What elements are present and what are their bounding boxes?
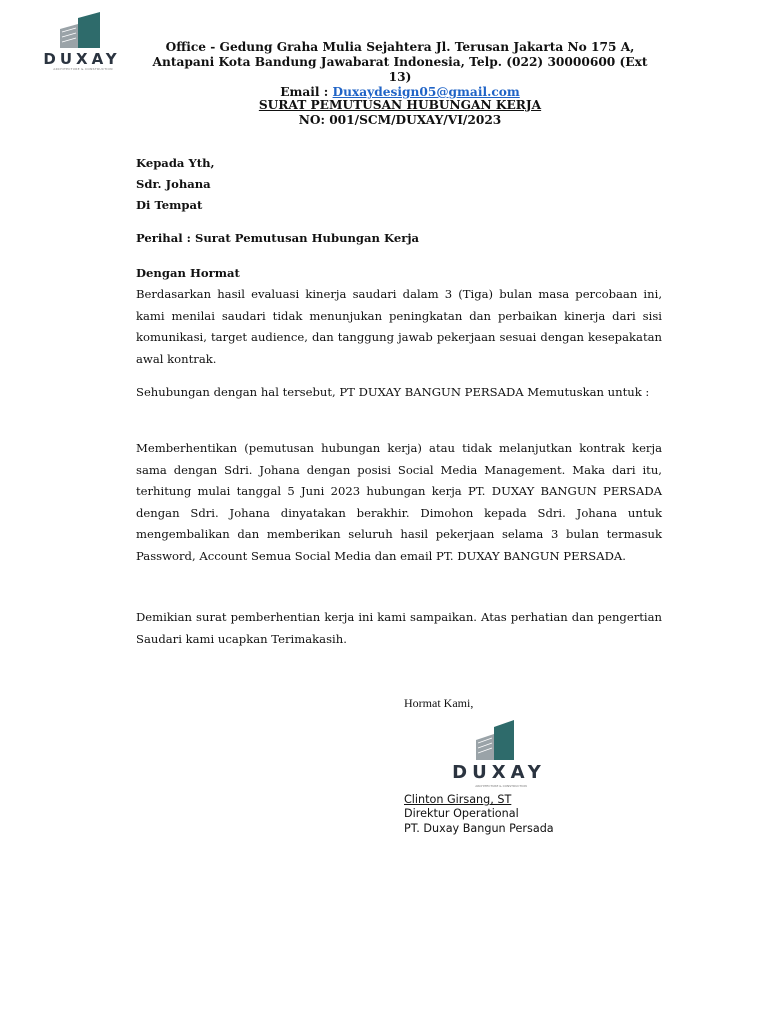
- building-logo-icon: [474, 720, 518, 760]
- logo-tagline: ARCHITECTURE & CONSTRUCTION: [53, 67, 113, 71]
- email-label: Email :: [280, 85, 329, 99]
- body-paragraph-4: Demikian surat pemberhentian kerja ini kami sampaikan. Atas perhatian dan pengertian Saudari kami ucapkan Terimakasih.: [136, 610, 662, 646]
- company-logo: [34, 12, 130, 71]
- signatory-name: Clinton Girsang, ST: [404, 793, 512, 806]
- office-line-2: Antapani Kota Bandung Jawabarat Indonesia, Telp. (022) 30000600 (Ext 13): [152, 55, 648, 84]
- signature-logo: [440, 720, 558, 792]
- email-link[interactable]: Duxaydesign05@gmail.com: [332, 85, 520, 99]
- recipient-block: [136, 153, 662, 216]
- body-paragraph-3: Memberhentikan (pemutusan hubungan kerja) atau tidak melanjutkan kontrak kerja sama dengan Sdri. Johana dengan posisi Social Media Management. Maka dari itu, terhitung mulai tanggal 5 Juni 2023 hubungan kerja PT. DUXAY BANGUN PERSADA dengan Sdri. Johana dinyatakan berakhir. Dimohon kepada Sdri. Johana untuk mengembalikan dan memberikan seluruh hasil pekerjaan selama 3 bulan termasuk Password, Account Semua Social Media dan email PT. DUXAY BANGUN PERSADA.: [136, 441, 662, 563]
- greeting: Dengan Hormat: [136, 266, 240, 280]
- recipient-line-3: Di Tempat: [136, 198, 203, 212]
- logo-tagline: ARCHITECTURE & CONSTRUCTION: [475, 784, 527, 788]
- body-paragraph-1: Berdasarkan hasil evaluasi kinerja saudari dalam 3 (Tiga) bulan masa percobaan ini, kami menilai saudari tidak menunjukan peningkatan dan perbaikan kinerja dari sisi komunikasi, target audience, dan tanggung jawab pekerjaan sesuai dengan kesepakatan awal kontrak.: [136, 287, 662, 366]
- letter-heading: SURAT PEMUTUSAN HUBUNGAN KERJA: [258, 98, 542, 112]
- logo-wordmark: DUXAY: [43, 50, 121, 68]
- signatory-company: PT. Duxay Bangun Persada: [404, 822, 554, 835]
- logo-wordmark: DUXAY: [452, 762, 546, 783]
- office-address: [140, 40, 660, 100]
- office-line-1: Office - Gedung Graha Mulia Sejahtera Jl. Terusan Jakarta No 175 A,: [165, 40, 635, 54]
- recipient-line-2: Sdr. Johana: [136, 177, 211, 191]
- closing-salutation: Hormat Kami,: [404, 696, 474, 710]
- subject-line: Perihal : Surat Pemutusan Hubungan Kerja: [136, 231, 420, 245]
- signatory-role: Direktur Operational: [404, 807, 519, 820]
- recipient-line-1: Kepada Yth,: [136, 156, 215, 170]
- letter-title: [140, 98, 660, 128]
- building-logo-icon: [56, 12, 106, 48]
- body-paragraph-2: Sehubungan dengan hal tersebut, PT DUXAY BANGUN PERSADA Memutuskan untuk :: [136, 385, 650, 399]
- letter-number: NO: 001/SCM/DUXAY/VI/2023: [298, 113, 502, 127]
